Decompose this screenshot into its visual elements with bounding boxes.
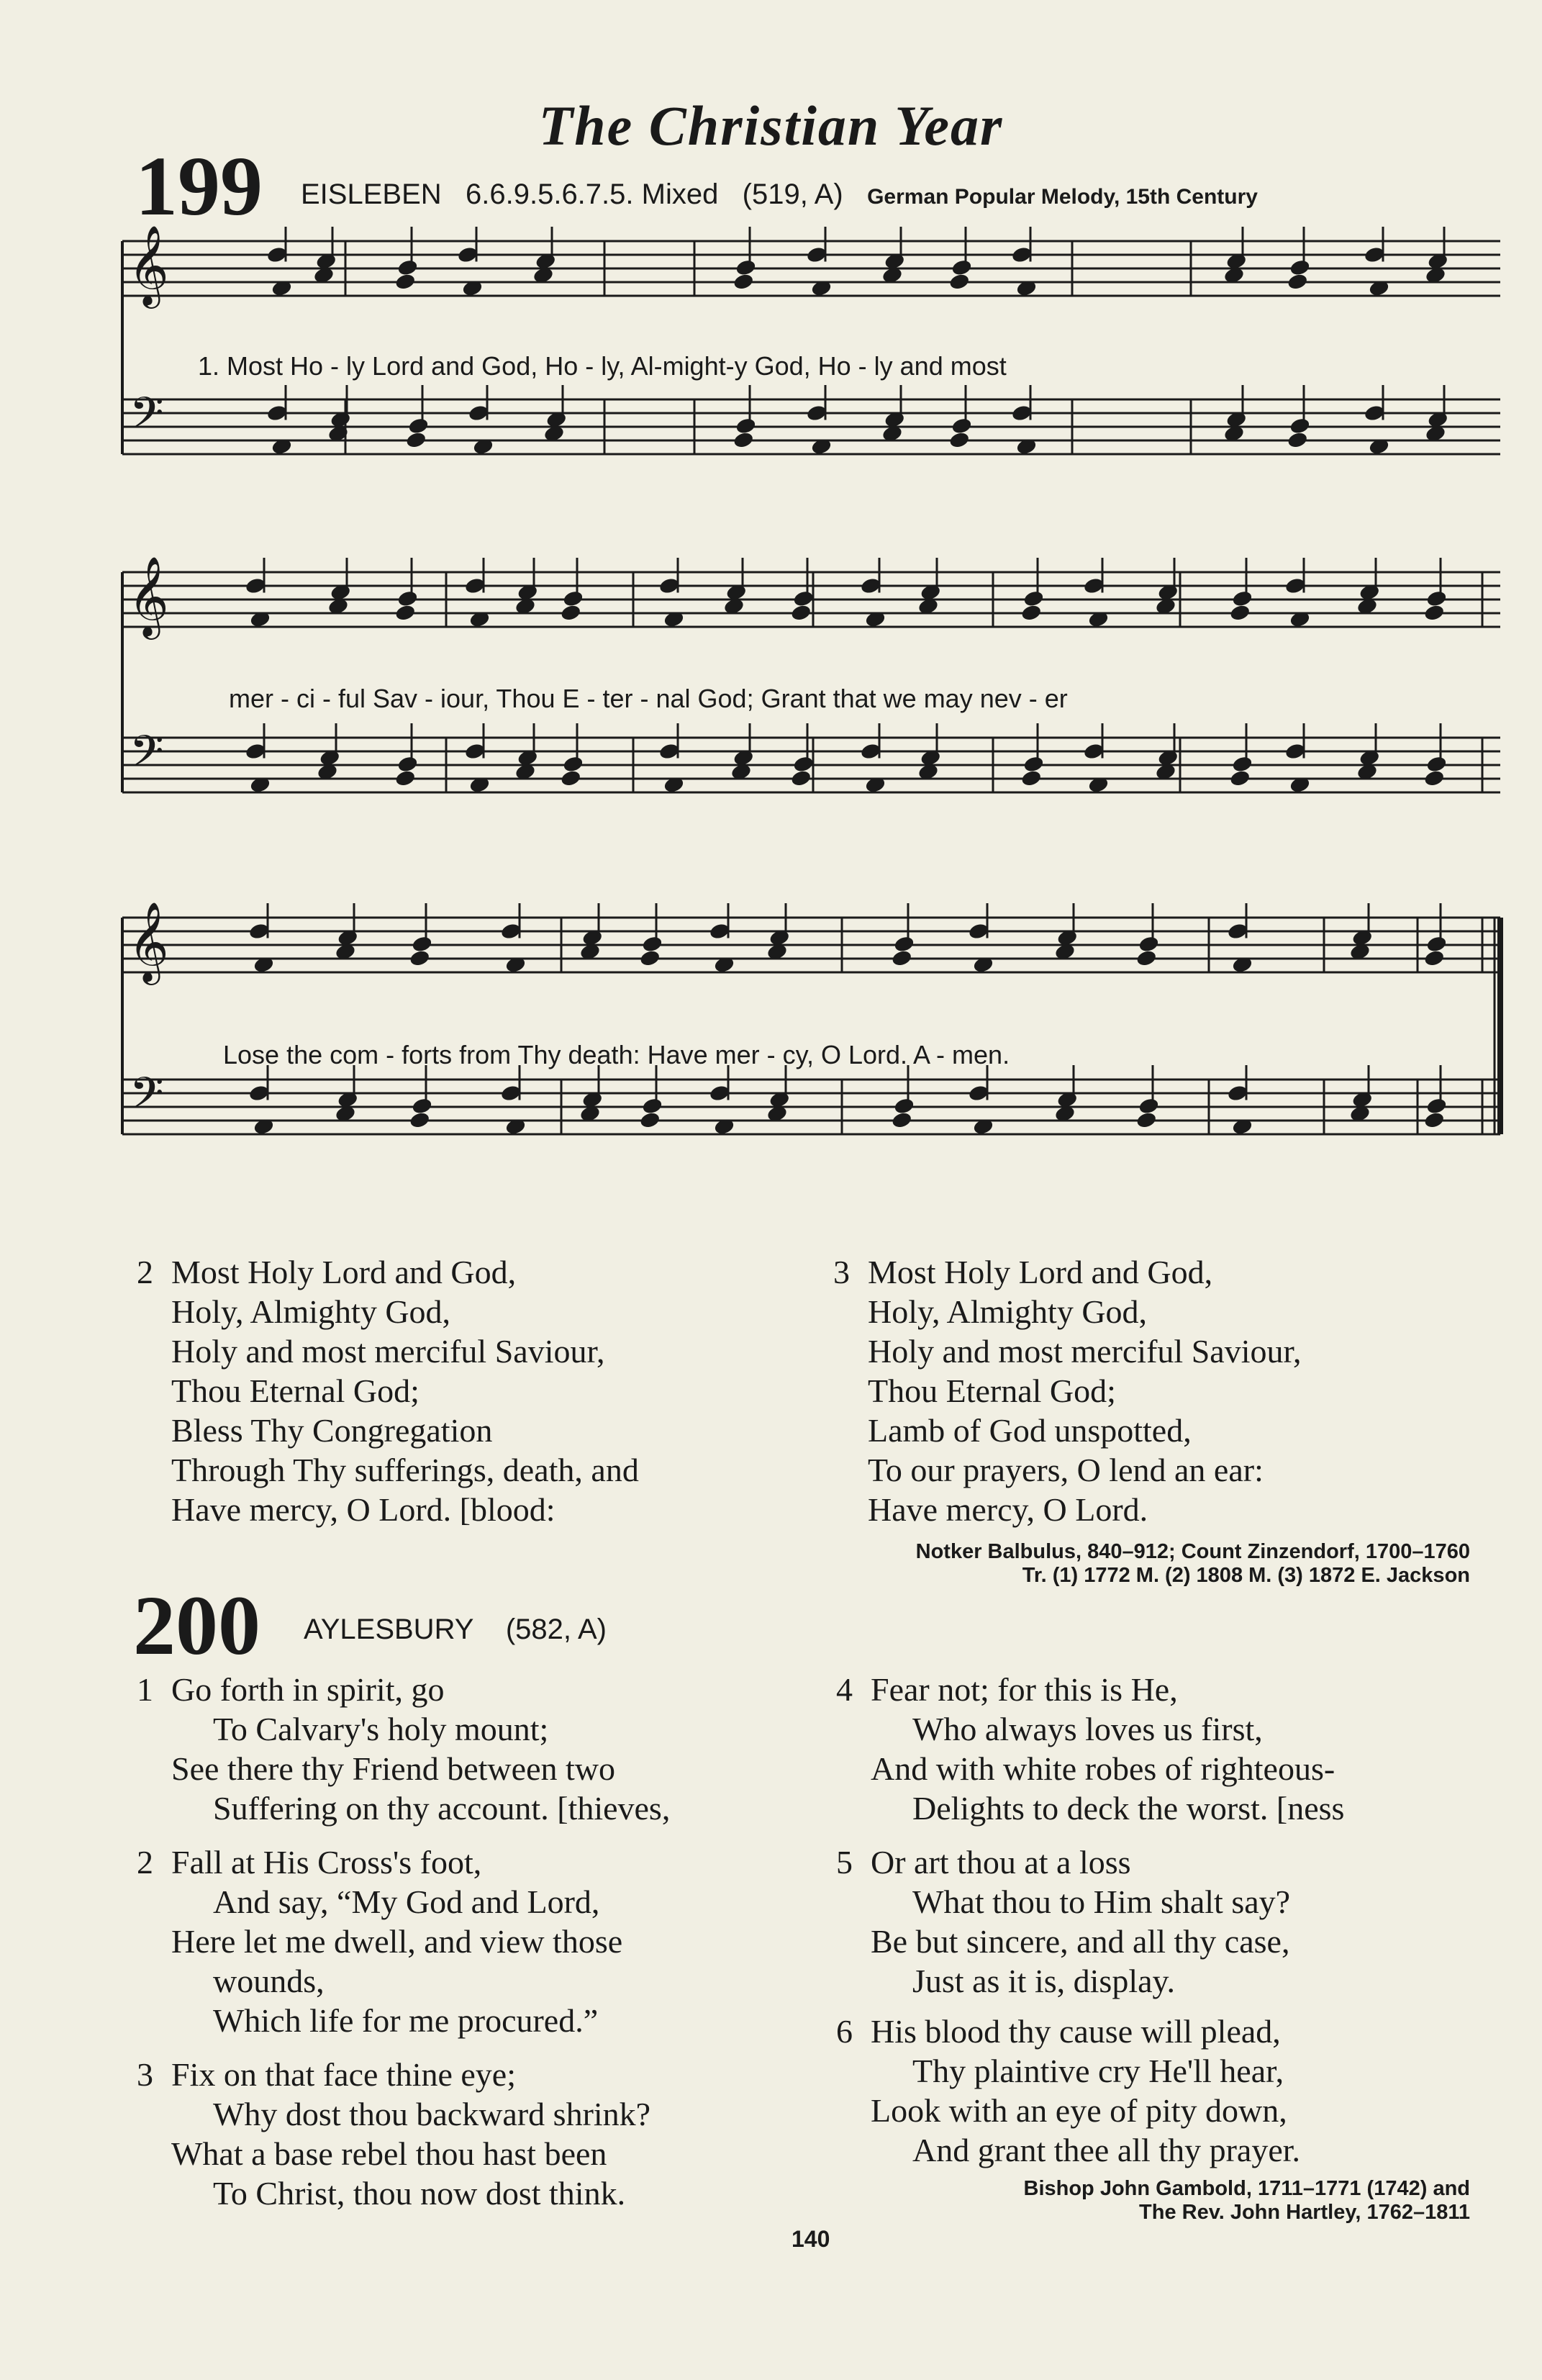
verse-line: Through Thy sufferings, death, and <box>171 1452 639 1488</box>
credit-line: The Rev. John Hartley, 1762–1811 <box>1139 2201 1470 2224</box>
note-head <box>1425 935 1448 954</box>
note-head <box>394 604 417 623</box>
verse-line: Holy and most merciful Saviour, <box>868 1333 1302 1370</box>
lyrics-line-1: 1. Most Ho - ly Lord and God, Ho - ly, Al-might-y God, Ho - ly and most <box>198 351 1007 381</box>
note-head <box>1423 769 1446 788</box>
verse-number: 4 <box>836 1671 853 1708</box>
credit-line: Notker Balbulus, 840–912; Count Zinzendorf, 1700–1760 <box>915 1540 1470 1563</box>
verse-line: Which life for me procured.” <box>213 2002 599 2039</box>
note-head <box>1287 431 1309 450</box>
note-head <box>1287 273 1309 291</box>
verse-line: Here let me dwell, and view those <box>171 1923 623 1960</box>
hymn-200-verse-5 <box>836 1842 1291 2001</box>
tune-name: AYLESBURY <box>304 1614 474 1645</box>
verse-line: Most Holy Lord and God, <box>868 1254 1213 1290</box>
note-head <box>735 417 757 435</box>
verse-line: What thou to Him shalt say? <box>912 1883 1291 1920</box>
verse-line: What a base rebel thou hast been <box>171 2135 607 2172</box>
note-head <box>948 431 971 450</box>
note-head <box>405 431 427 450</box>
note-head <box>409 1111 431 1130</box>
note-head <box>891 1111 913 1130</box>
bass-clef-icon: 𝄢 <box>130 1068 164 1130</box>
verse-number: 5 <box>836 1844 853 1881</box>
verse-line: To Calvary's holy mount; <box>213 1711 549 1747</box>
tune-ref: (519, A) <box>742 178 843 210</box>
verse-line: Suffering on thy account. [thieves, <box>213 1790 671 1827</box>
note-head <box>1020 604 1043 623</box>
hymn-199-verse-3 <box>833 1252 1302 1529</box>
hymn-200-verse-3 <box>137 2055 651 2213</box>
note-head <box>1135 949 1158 968</box>
hymn-200-verse-2 <box>137 1842 623 2040</box>
treble-clef-icon: 𝄞 <box>128 901 169 982</box>
note-head <box>1022 589 1045 608</box>
verse-line: Just as it is, display. <box>912 1963 1176 1999</box>
verse-line: Holy and most merciful Saviour, <box>171 1333 605 1370</box>
tune-source: German Popular Melody, 15th Century <box>867 185 1258 209</box>
note-head <box>1135 1111 1158 1130</box>
note-head <box>792 755 815 774</box>
note-head <box>1423 604 1446 623</box>
note-head <box>951 417 973 435</box>
hymn-200-credits <box>1024 2177 1471 2225</box>
meter: 6.6.9.5.6.7.5. Mixed <box>466 178 719 210</box>
note-head <box>396 258 419 277</box>
note-head <box>411 935 433 954</box>
note-head <box>1231 755 1253 774</box>
page-number: 140 <box>792 2226 830 2252</box>
note-head <box>396 589 419 608</box>
hymn-200-verse-6 <box>836 2012 1301 2170</box>
page-header: The Christian Year <box>538 94 1004 157</box>
note-head <box>1423 1111 1446 1130</box>
verse-line: Or art thou at a loss <box>871 1844 1131 1881</box>
note-head <box>1425 589 1448 608</box>
verse-line: Go forth in spirit, go <box>171 1671 445 1708</box>
verse-line: Fix on that face thine eye; <box>171 2056 517 2093</box>
verse-line: Holy, Almighty God, <box>868 1293 1148 1330</box>
verse-line: Most Holy Lord and God, <box>171 1254 517 1290</box>
verse-line: And grant thee all thy prayer. <box>912 2132 1301 2168</box>
verse-line: Thou Eternal God; <box>868 1372 1116 1409</box>
verse-number: 6 <box>836 2013 853 2050</box>
note-head <box>893 1097 915 1116</box>
verse-line: wounds, <box>213 1963 325 1999</box>
note-head <box>790 604 812 623</box>
verse-line: Thy plaintive cry He'll hear, <box>912 2053 1284 2089</box>
note-head <box>951 258 973 277</box>
note-head <box>1229 769 1251 788</box>
note-head <box>396 755 419 774</box>
note-head <box>792 589 815 608</box>
verse-line: Be but sincere, and all thy case, <box>871 1923 1290 1960</box>
note-head <box>639 1111 661 1130</box>
verse-line: See there thy Friend between two <box>171 1750 615 1787</box>
verse-line: Lamb of God unspotted, <box>868 1412 1192 1449</box>
note-head <box>641 935 663 954</box>
note-head <box>1231 589 1253 608</box>
hymn-number-200: 200 <box>133 1578 260 1673</box>
lyrics-line-2: mer - ci - ful Sav - iour, Thou E - ter - nal God; Grant that we may nev - er <box>229 684 1068 713</box>
credit-line: Tr. (1) 1772 M. (2) 1808 M. (3) 1872 E. Jackson <box>1022 1564 1470 1587</box>
note-head <box>560 769 582 788</box>
lyrics-line-3: Lose the com - forts from Thy death: Have mer - cy, O Lord. A - men. <box>223 1040 1010 1069</box>
note-head <box>1138 935 1160 954</box>
note-head <box>639 949 661 968</box>
tune-ref: (582, A) <box>505 1614 607 1645</box>
note-head <box>733 273 755 291</box>
note-head <box>394 769 417 788</box>
verse-line: Why dost thou backward shrink? <box>213 2096 651 2132</box>
verse-line: And say, “My God and Lord, <box>213 1883 600 1920</box>
note-head <box>641 1097 663 1116</box>
note-head <box>562 589 584 608</box>
note-head <box>891 949 913 968</box>
note-head <box>1289 417 1311 435</box>
verse-line: Who always loves us first, <box>912 1711 1263 1747</box>
note-head <box>1138 1097 1160 1116</box>
bass-clef-icon: 𝄢 <box>130 388 164 450</box>
note-head <box>560 604 582 623</box>
verse-line: Have mercy, O Lord. [blood: <box>171 1491 555 1528</box>
note-head <box>733 431 755 450</box>
note-head <box>562 755 584 774</box>
verse-line: Bless Thy Congregation <box>171 1412 493 1449</box>
note-head <box>1425 1097 1448 1116</box>
verse-line: And with white robes of righteous- <box>871 1750 1335 1787</box>
note-head <box>394 273 417 291</box>
verse-line: Look with an eye of pity down, <box>871 2092 1287 2129</box>
note-head <box>407 417 430 435</box>
verse-number: 1 <box>137 1671 153 1708</box>
hymn-199-credits <box>916 1540 1470 1588</box>
verse-number: 3 <box>833 1254 850 1290</box>
note-head <box>409 949 431 968</box>
verse-line: Holy, Almighty God, <box>171 1293 451 1330</box>
verse-line: Delights to deck the worst. [ness <box>912 1790 1345 1827</box>
note-head <box>1020 769 1043 788</box>
verse-line: His blood thy cause will plead, <box>871 2013 1281 2050</box>
bass-clef-icon: 𝄢 <box>130 726 164 788</box>
note-head <box>1022 755 1045 774</box>
verse-number: 2 <box>137 1844 153 1881</box>
tune-name: EISLEBEN <box>301 178 442 210</box>
note-head <box>948 273 971 291</box>
note-head <box>735 258 757 277</box>
note-head <box>411 1097 433 1116</box>
note-head <box>1289 258 1311 277</box>
note-head <box>1229 604 1251 623</box>
treble-clef-icon: 𝄞 <box>128 556 169 636</box>
note-head <box>893 935 915 954</box>
verse-number: 2 <box>137 1254 153 1290</box>
verse-line: Thou Eternal God; <box>171 1372 419 1409</box>
verse-line: To Christ, thou now dost think. <box>213 2175 626 2212</box>
hymn-200-verse-1 <box>137 1670 671 1828</box>
verse-line: To our prayers, O lend an ear: <box>868 1452 1264 1488</box>
note-head <box>1423 949 1446 968</box>
hymn-number-199: 199 <box>135 139 263 233</box>
verse-line: Have mercy, O Lord. <box>868 1491 1148 1528</box>
hymn-200-verse-4 <box>836 1670 1345 1828</box>
note-head <box>1425 755 1448 774</box>
verse-line: Fall at His Cross's foot, <box>171 1844 482 1881</box>
hymn-199-verse-2 <box>137 1252 639 1529</box>
credit-line: Bishop John Gambold, 1711–1771 (1742) and <box>1023 2177 1470 2200</box>
treble-clef-icon: 𝄞 <box>128 225 169 305</box>
hymn-200-tune-line <box>304 1614 607 1646</box>
note-head <box>790 769 812 788</box>
verse-line: Fear not; for this is He, <box>871 1671 1178 1708</box>
verse-number: 3 <box>137 2056 153 2093</box>
